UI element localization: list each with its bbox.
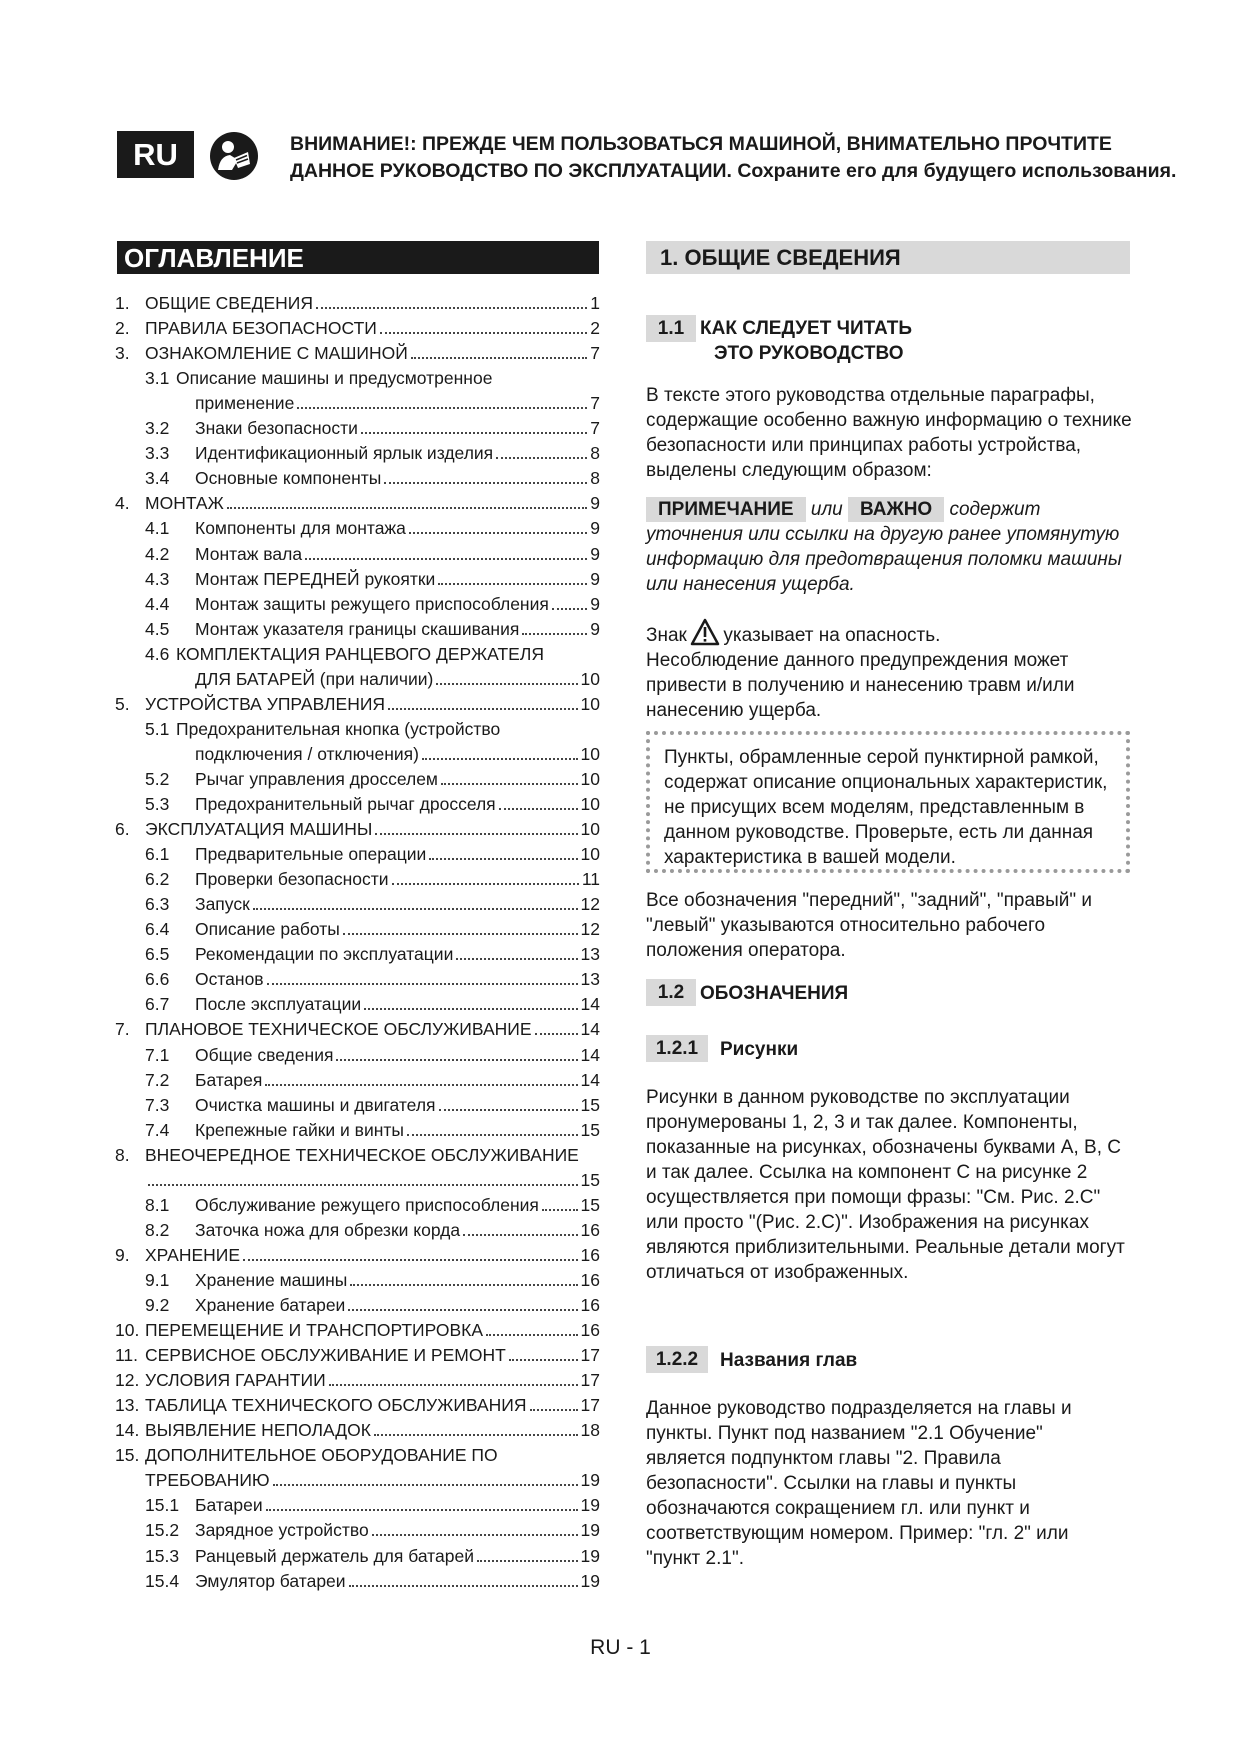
- toc-entry-page: 9: [590, 543, 600, 564]
- toc-entry-number: 6.1: [145, 844, 170, 865]
- toc-entry-page: 1: [590, 293, 600, 313]
- toc-entry[interactable]: [145, 769, 600, 794]
- toc-entry-page: 19: [580, 1545, 600, 1566]
- toc-entry-title-cont: ТРЕБОВАНИЮ: [145, 1470, 270, 1491]
- toc-entry[interactable]: [145, 594, 600, 619]
- toc-entry-title-cont: применение: [195, 393, 295, 414]
- toc-entry-title: ХРАНЕНИЕ: [145, 1244, 241, 1265]
- toc-entry[interactable]: [145, 569, 600, 594]
- toc-entry-page: 19: [580, 1470, 600, 1491]
- toc-entry-title: Батарея: [195, 1069, 263, 1090]
- toc-entry-number: 1.: [115, 293, 130, 313]
- toc-entry[interactable]: [115, 1345, 600, 1370]
- subsection-title-line-1: КАК СЛЕДУЕТ ЧИТАТЬ: [700, 318, 913, 339]
- toc-entry-number: 3.1: [145, 368, 170, 389]
- toc-leader-dots: [499, 808, 578, 810]
- toc-leader-dots: [477, 1560, 578, 1562]
- toc-leader-dots: [265, 1084, 577, 1086]
- toc-entry-number: 4.5: [145, 618, 170, 639]
- toc-entry[interactable]: [145, 944, 600, 969]
- warning-line-2: ДАННОЕ РУКОВОДСТВО ПО ЭКСПЛУАТАЦИИ. Сохраните его для будущего использования.: [290, 160, 1177, 182]
- toc-entry-title: Основные компоненты: [195, 468, 382, 489]
- toc-entry-number: 7.4: [145, 1119, 170, 1140]
- toc-leader-dots: [496, 457, 587, 459]
- toc-entry-title: ПРАВИЛА БЕЗОПАСНОСТИ: [145, 318, 377, 339]
- toc-entry-title: Ранцевый держатель для батарей: [195, 1545, 474, 1566]
- toc-entry-page: 16: [580, 1320, 600, 1341]
- toc-entry[interactable]: [145, 1520, 600, 1545]
- toc-entry[interactable]: [145, 844, 600, 869]
- toc-entry[interactable]: [145, 468, 600, 493]
- toc-leader-dots: [438, 583, 587, 585]
- toc-entry-page: 10: [580, 819, 600, 840]
- toc-entry-number: 3.2: [145, 418, 170, 439]
- toc-leader-dots: [329, 1384, 578, 1386]
- toc-entry-number: 15.2: [145, 1520, 180, 1541]
- toc-entry-title: Крепежные гайки и винты: [195, 1119, 404, 1140]
- toc-entry-number: 9.1: [145, 1269, 170, 1290]
- note-paragraph: [646, 497, 1136, 597]
- toc-entry-number: 7.1: [145, 1044, 170, 1065]
- toc-leader-dots: [380, 332, 587, 334]
- subsection-title: [700, 316, 912, 366]
- toc-entry-number: 4.: [115, 493, 130, 514]
- toc-entry-page: 19: [580, 1520, 600, 1541]
- toc-entry-number: 7.2: [145, 1069, 170, 1090]
- toc-entry-title: ВЫЯВЛЕНИЕ НЕПОЛАДОК: [145, 1420, 371, 1441]
- toc-entry[interactable]: [145, 518, 600, 543]
- toc-entry-number: 4.1: [145, 518, 170, 539]
- toc-entry-title: Монтаж ПЕРЕДНЕЙ рукоятки: [195, 568, 436, 589]
- toc-entry-number: 2.: [115, 318, 130, 339]
- toc-leader-dots: [343, 933, 578, 935]
- toc-leader-dots: [148, 1184, 578, 1186]
- toc-entry-page: 12: [580, 919, 600, 940]
- toc-leader-dots: [422, 758, 578, 760]
- note-text-inline: содержит: [949, 499, 1041, 520]
- toc-entry-title: Монтаж вала: [195, 543, 303, 564]
- toc-entry-line: [145, 719, 500, 740]
- toc-leader-dots: [441, 783, 578, 785]
- chapters-paragraph: Данное руководство подразделяется на главы и пункты. Пункт под названием "2.1 Обучение" является подпунктом главы "2. Правила безопасности". Ссылки на главы и пункты обозначаются сокращением гл. или пункт и соответствующим номером. Пример: "гл. 2" или "пункт 2.1".: [646, 1398, 1072, 1569]
- toc-entry-title: Рекомендации по эксплуатации: [195, 944, 454, 965]
- toc-entry[interactable]: [145, 1495, 600, 1520]
- toc-entry-title: Идентификационный ярлык изделия: [195, 443, 494, 464]
- toc-leader-dots: [227, 507, 587, 509]
- toc-entry[interactable]: [145, 443, 600, 468]
- toc-entry-page: 16: [580, 1295, 600, 1315]
- toc-entry-number: 15.: [115, 1445, 140, 1466]
- toc-entry-page: 9: [590, 593, 600, 614]
- toc-entry-page: 13: [580, 944, 600, 965]
- toc-entry-line: [115, 1145, 579, 1166]
- toc-entry-page: 15: [580, 1169, 600, 1190]
- toc-entry-title: Монтаж указателя границы скашивания: [195, 618, 520, 639]
- toc-leader-dots: [266, 1509, 578, 1511]
- toc-leader-dots: [372, 1534, 578, 1536]
- toc-leader-dots: [388, 708, 577, 710]
- toc-entry-title: УСТРОЙСТВА УПРАВЛЕНИЯ: [145, 693, 386, 714]
- toc-entry-title: Хранение батареи: [195, 1295, 346, 1315]
- language-badge: RU: [117, 131, 194, 178]
- toc-leader-dots: [463, 1234, 577, 1236]
- toc-entry[interactable]: [145, 794, 600, 819]
- toc-entry-page: 17: [580, 1370, 600, 1391]
- toc-leader-dots: [350, 1284, 577, 1286]
- toc-entry[interactable]: [115, 819, 600, 844]
- toc-entry-title: Останов: [195, 969, 264, 990]
- toc-entry-page: 10: [580, 693, 600, 714]
- warning-line-1: ВНИМАНИЕ!: ПРЕЖДЕ ЧЕМ ПОЛЬЗОВАТЬСЯ МАШИНОЙ, ВНИМАТЕЛЬНО ПРОЧТИТЕ: [290, 133, 1112, 155]
- toc-entry-title: Монтаж защиты режущего приспособления: [195, 593, 549, 614]
- toc-entry-page: 16: [580, 1244, 600, 1265]
- toc-entry[interactable]: [115, 293, 600, 318]
- toc-entry-page: 16: [580, 1269, 600, 1290]
- toc-entry-page: 9: [590, 493, 600, 514]
- toc-leader-dots: [364, 1008, 577, 1010]
- warning-triangle-icon: [690, 618, 720, 646]
- toc-entry-number: 6.2: [145, 869, 170, 890]
- toc-entry-number: 5.: [115, 693, 130, 714]
- or-word: или: [810, 499, 843, 520]
- read-manual-icon: [208, 130, 260, 182]
- toc-entry-title: Рычаг управления дросселем: [195, 768, 438, 789]
- toc-entry-number: 7.3: [145, 1094, 170, 1115]
- toc-entry-number: 8.1: [145, 1194, 170, 1215]
- toc-entry[interactable]: [145, 1170, 600, 1195]
- toc-leader-dots: [243, 1259, 577, 1261]
- toc-entry-number: 3.4: [145, 468, 170, 489]
- toc-entry-page: 9: [590, 568, 600, 589]
- toc-entry-title: ПЛАНОВОЕ ТЕХНИЧЕСКОЕ ОБСЛУЖИВАНИЕ: [145, 1019, 532, 1040]
- toc-entry[interactable]: [145, 1095, 600, 1120]
- toc-entry-number: 15.1: [145, 1495, 180, 1516]
- toc-entry-page: 10: [580, 794, 600, 814]
- toc-entry[interactable]: [145, 544, 600, 569]
- toc-entry[interactable]: [145, 1045, 600, 1070]
- toc-entry-number: 6.6: [145, 969, 170, 990]
- toc-leader-dots: [375, 833, 577, 835]
- subsection-number: 1.2: [646, 979, 696, 1006]
- toc-entry-number: 9.: [115, 1244, 130, 1265]
- toc-entry-title: Предварительные операции: [195, 844, 427, 865]
- toc-entry[interactable]: [145, 869, 600, 894]
- toc-entry[interactable]: [145, 1120, 600, 1145]
- toc-entry-number: 8.2: [145, 1219, 170, 1240]
- toc-entry[interactable]: [145, 1070, 600, 1095]
- warning-sign-paragraph: [646, 618, 1136, 723]
- toc-entry-page: 19: [580, 1495, 600, 1516]
- toc-entry[interactable]: [145, 1571, 600, 1596]
- figures-paragraph: Рисунки в данном руководстве по эксплуатации пронумерованы 1, 2, 3 и так далее. Компоненты, показанные на рисунках, обозначены буквами A, B, C и так далее. Ссылка на компонент C на рисунке 2 осуществляется при помощи фразы: "См. Рис. 2.C" или просто "(Рис. 2.C)". Изображения на рисунках являются приблизительными. Реальные детали могут отличаться от изображенных.: [646, 1087, 1125, 1283]
- subsection-number: 1.2.1: [646, 1035, 708, 1062]
- toc-entry-page: 14: [580, 994, 600, 1015]
- toc-entry-title: Заточка ножа для обрезки корда: [195, 1219, 461, 1240]
- toc-entry-number: 5.2: [145, 768, 170, 789]
- toc-entry-number: 4.4: [145, 593, 170, 614]
- toc-entry-page: 17: [580, 1395, 600, 1416]
- toc-entry-page: 14: [580, 1069, 600, 1090]
- toc-entry-line: [115, 1445, 498, 1466]
- toc-entry-page: 15: [580, 1094, 600, 1115]
- toc-entry-page: 9: [590, 618, 600, 639]
- toc-entry-title: СЕРВИСНОЕ ОБСЛУЖИВАНИЕ И РЕМОНТ: [145, 1345, 506, 1366]
- toc-entry[interactable]: [145, 1470, 600, 1495]
- toc-entry-title: ТАБЛИЦА ТЕХНИЧЕСКОГО ОБСЛУЖИВАНИЯ: [145, 1395, 527, 1416]
- toc-entry-number: 11.: [115, 1345, 139, 1366]
- toc-entry-title: Эмулятор батареи: [195, 1570, 346, 1591]
- toc-entry-title: ЭКСПЛУАТАЦИЯ МАШИНЫ: [145, 819, 373, 840]
- toc-leader-dots: [374, 1434, 578, 1436]
- toc-leader-dots: [297, 407, 587, 409]
- warning-notice: [290, 131, 1190, 185]
- toc-entry-page: 10: [580, 743, 600, 764]
- toc-entry-page: 2: [590, 318, 600, 339]
- toc-entry-page: 14: [580, 1019, 600, 1040]
- toc-entry-page: 16: [580, 1219, 600, 1240]
- toc-leader-dots: [409, 532, 587, 534]
- toc-entry-number: 13.: [115, 1395, 140, 1416]
- toc-entry-number: 15.4: [145, 1570, 180, 1591]
- toc-leader-dots: [384, 482, 587, 484]
- optional-features-box: Пункты, обрамленные серой пунктирной рамкой, содержат описание опциональных характеристик, не присущих всем моделям, представленным в данном руководстве. Проверьте, есть ли данная характеристика в вашей модели.: [646, 731, 1130, 873]
- toc-entry-title: ВНЕОЧЕРЕДНОЕ ТЕХНИЧЕСКОЕ ОБСЛУЖИВАНИЕ: [145, 1144, 579, 1165]
- toc-entry[interactable]: [115, 343, 600, 368]
- toc-entry[interactable]: [145, 894, 600, 919]
- paragraph-intro: В тексте этого руководства отдельные параграфы, содержащие особенно важную информацию о технике безопасности или принципах работы устройства, выделены следующим образом:: [646, 385, 1132, 481]
- toc-entry-page: 7: [590, 343, 600, 364]
- note-text-rest: уточнения или ссылки на другую ранее упомянутую информацию для предотвращения поломки машины или нанесения ущерба.: [646, 524, 1122, 595]
- toc-entry-page: 17: [580, 1345, 600, 1366]
- toc-entry-number: 6.3: [145, 894, 170, 915]
- toc-entry-number: 12.: [115, 1370, 140, 1391]
- toc-entry-number: 6.4: [145, 919, 170, 940]
- toc-entry[interactable]: [145, 1546, 600, 1571]
- toc-leader-dots: [407, 1134, 578, 1136]
- toc-entry[interactable]: [145, 994, 600, 1019]
- toc-leader-dots: [535, 1033, 578, 1035]
- toc-entry-number: 6.7: [145, 994, 170, 1015]
- toc-entry-page: 12: [580, 894, 600, 915]
- toc-entry-page: 15: [580, 1194, 600, 1215]
- toc-entry-title-cont: ДЛЯ БАТАРЕЙ (при наличии): [195, 668, 434, 689]
- toc-entry-number: 9.2: [145, 1295, 170, 1315]
- sign-after: указывает на опасность.: [723, 625, 941, 646]
- page-number: RU - 1: [590, 1636, 651, 1659]
- toc-entry-title: Описание машины и предусмотренное: [176, 368, 493, 389]
- toc-entry-page: 8: [590, 443, 600, 464]
- toc-leader-dots: [436, 683, 577, 685]
- toc-entry-number: 14.: [115, 1420, 140, 1441]
- toc-entry-number: 6.5: [145, 944, 170, 965]
- toc-entry-page: 10: [580, 768, 600, 789]
- toc-entry-number: 6.: [115, 819, 130, 840]
- toc-entry-title: МОНТАЖ: [145, 493, 224, 514]
- subsection-title-line-2: ЭТО РУКОВОДСТВО: [714, 343, 904, 364]
- toc-entry-page: 15: [580, 1119, 600, 1140]
- toc-entry-number: 3.: [115, 343, 130, 364]
- toc-entry-number: 4.6: [145, 643, 170, 664]
- toc-entry-page: 7: [590, 393, 600, 414]
- toc-entry[interactable]: [145, 619, 600, 644]
- toc-leader-dots: [509, 1359, 578, 1361]
- toc-leader-dots: [392, 883, 579, 885]
- toc-leader-dots: [486, 1334, 577, 1336]
- toc-entry[interactable]: [115, 493, 600, 518]
- toc-leader-dots: [336, 1059, 577, 1061]
- toc-entry-number: 4.2: [145, 543, 170, 564]
- toc-entry-number: 5.1: [145, 718, 170, 739]
- toc-entry-page: 19: [580, 1570, 600, 1591]
- toc-entry-page: 18: [580, 1420, 600, 1441]
- toc-entry-title: Очистка машины и двигателя: [195, 1094, 436, 1115]
- important-tag: ВАЖНО: [848, 497, 944, 522]
- section-title: 1. ОБЩИЕ СВЕДЕНИЯ: [646, 241, 1130, 274]
- toc-entry[interactable]: [115, 1019, 600, 1044]
- subsection-title: Названия глав: [720, 1350, 858, 1371]
- toc-entry-page: 11: [581, 869, 600, 890]
- toc-entry-line: [145, 368, 492, 389]
- toc-entry-title: Хранение машины: [195, 1269, 348, 1290]
- subsection-title: Рисунки: [720, 1039, 799, 1060]
- toc-entry-page: 8: [590, 468, 600, 489]
- toc-entry[interactable]: [115, 1370, 600, 1395]
- toc-entry-title-cont: подключения / отключения): [195, 743, 419, 764]
- toc-entry-page: 10: [580, 668, 600, 689]
- toc-entry-page: 10: [580, 844, 600, 865]
- toc-leader-dots: [456, 958, 577, 960]
- toc-entry[interactable]: [115, 318, 600, 343]
- toc-entry-page: 14: [580, 1044, 600, 1065]
- toc-entry-number: 10.: [115, 1320, 140, 1341]
- toc-leader-dots: [316, 307, 587, 309]
- sign-before: Знак: [646, 625, 687, 646]
- toc-entry-title: Предохранительный рычаг дросселя: [195, 794, 496, 814]
- toc-leader-dots: [305, 558, 587, 560]
- toc-entry-title: Общие сведения: [195, 1044, 334, 1065]
- toc-entry-number: 15.3: [145, 1545, 180, 1566]
- toc-entry-title: УСЛОВИЯ ГАРАНТИИ: [145, 1370, 326, 1391]
- toc-entry-title: КОМПЛЕКТАЦИЯ РАНЦЕВОГО ДЕРЖАТЕЛЯ: [176, 643, 544, 664]
- toc-entry-title: ДОПОЛНИТЕЛЬНОЕ ОБОРУДОВАНИЕ ПО: [145, 1445, 498, 1466]
- toc-entry[interactable]: [145, 418, 600, 443]
- toc-leader-dots: [253, 908, 578, 910]
- toc-entry-title: ОЗНАКОМЛЕНИЕ С МАШИНОЙ: [145, 343, 408, 364]
- toc-entry-title: Обслуживание режущего приспособления: [195, 1194, 539, 1215]
- toc-leader-dots: [439, 1109, 578, 1111]
- toc-entry[interactable]: [195, 669, 600, 694]
- toc-entry-title: Знаки безопасности: [195, 418, 358, 439]
- subsection-number: 1.1: [646, 315, 696, 342]
- toc-entry-title: Компоненты для монтажа: [195, 518, 406, 539]
- toc-leader-dots: [348, 1309, 577, 1311]
- toc-entry-line: [145, 644, 544, 665]
- toc-entry-page: 9: [590, 518, 600, 539]
- direction-paragraph: Все обозначения "передний", "задний", "правый" и "левый" указываются относительно рабочего положения оператора.: [646, 890, 1093, 961]
- toc-entry-title: Зарядное устройство: [195, 1520, 369, 1541]
- toc-entry[interactable]: [195, 744, 600, 769]
- toc-entry[interactable]: [145, 1195, 600, 1220]
- toc-entry-number: 8.: [115, 1144, 130, 1165]
- subsection-title: ОБОЗНАЧЕНИЯ: [700, 983, 849, 1004]
- toc-entry[interactable]: [145, 1270, 600, 1295]
- subsection-number: 1.2.2: [646, 1346, 708, 1373]
- note-tag: ПРИМЕЧАНИЕ: [646, 497, 806, 522]
- toc-entry-title: После эксплуатации: [195, 994, 362, 1015]
- toc-leader-dots: [267, 983, 578, 985]
- toc-entry[interactable]: [115, 1420, 600, 1445]
- toc-entry[interactable]: [115, 1245, 600, 1270]
- toc-leader-dots: [411, 357, 587, 359]
- toc-entry-page: 7: [590, 418, 600, 439]
- toc-entry-number: 4.3: [145, 568, 170, 589]
- toc-entry-title: Проверки безопасности: [195, 869, 389, 890]
- toc-leader-dots: [361, 432, 587, 434]
- toc-leader-dots: [530, 1409, 578, 1411]
- toc-leader-dots: [429, 858, 577, 860]
- toc-entry[interactable]: [115, 694, 600, 719]
- toc-leader-dots: [542, 1209, 578, 1211]
- toc-entry-number: 3.3: [145, 443, 170, 464]
- toc-entry-title: Батареи: [195, 1495, 263, 1516]
- toc-entry-number: 5.3: [145, 794, 170, 814]
- toc-entry[interactable]: [195, 393, 600, 418]
- toc-entry[interactable]: [115, 1395, 600, 1420]
- toc-entry-title: Описание работы: [195, 919, 340, 940]
- toc-entry[interactable]: [145, 1220, 600, 1245]
- toc-entry[interactable]: [145, 1295, 600, 1320]
- toc-entry[interactable]: [115, 1320, 600, 1345]
- toc-leader-dots: [522, 633, 587, 635]
- toc-entry-title: Запуск: [195, 894, 250, 915]
- sign-rest: Несоблюдение данного предупреждения может привести в получению и нанесению травм и/или нанесению ущерба.: [646, 650, 1075, 721]
- toc-entry-title: ПЕРЕМЕЩЕНИЕ И ТРАНСПОРТИРОВКА: [145, 1320, 484, 1341]
- toc-leader-dots: [552, 608, 587, 610]
- toc-entry-title: Предохранительная кнопка (устройство: [176, 718, 501, 739]
- toc-title: ОГЛАВЛЕНИЕ: [117, 241, 599, 274]
- toc-entry-title: ОБЩИЕ СВЕДЕНИЯ: [145, 293, 313, 313]
- toc-leader-dots: [349, 1585, 578, 1587]
- toc-entry[interactable]: [145, 969, 600, 994]
- toc-entry-number: 7.: [115, 1019, 130, 1040]
- toc-leader-dots: [273, 1484, 578, 1486]
- toc-entry[interactable]: [145, 919, 600, 944]
- toc-entry-page: 13: [580, 969, 600, 990]
